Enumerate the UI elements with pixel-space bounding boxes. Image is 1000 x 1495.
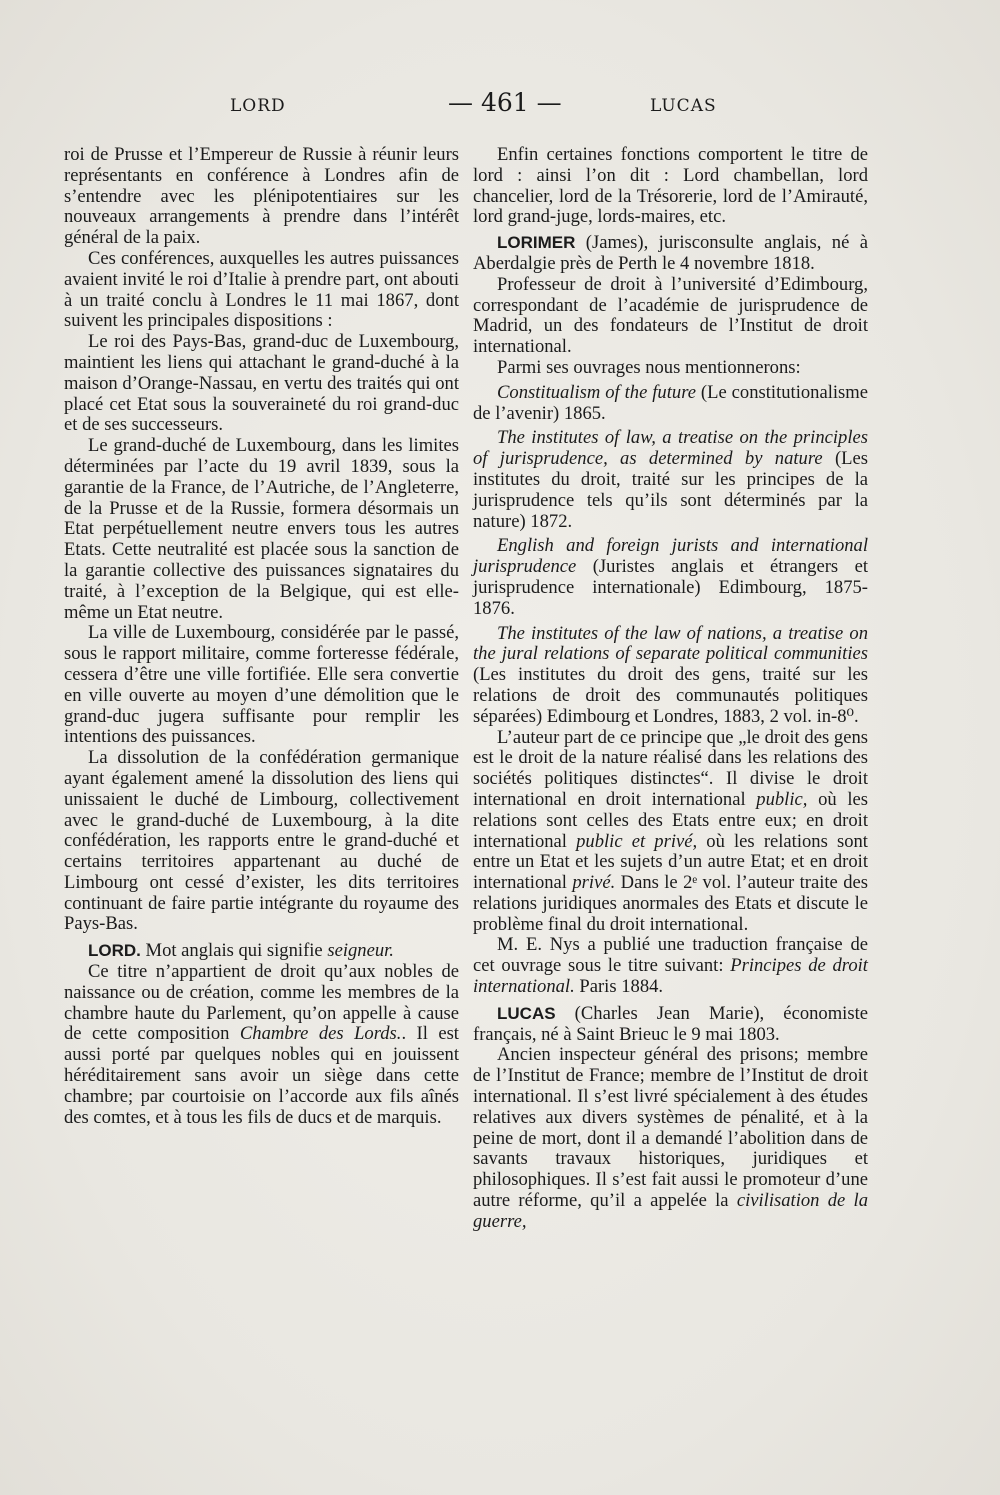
header-right-word: LUCAS [650, 96, 717, 116]
paragraph [64, 962, 459, 1128]
entry-intro: (James), jurisconsulte anglais, né à Aberdalgie près de Perth le 4 novembre 1818. [473, 232, 868, 274]
work-desc: (Juristes anglais et étrangers et jurisprudence internationale) Edimbourg, 1875-1876. [473, 556, 868, 619]
work-title: The institutes of the law of nations, a treatise on the jural relations of separate political communities [473, 622, 868, 665]
italic-run: public et privé, [576, 830, 698, 852]
paragraph: Ces conférences, auxquelles les autres puissances avaient invité le roi d’Italie à prendre part, ont abouti à un traité conclu à Londres le 11 mai 1867, dont suivent les principales dispositions : [64, 247, 459, 332]
work-item [473, 624, 868, 728]
paragraph: Enfin certaines fonctions comportent le titre de lord : ainsi l’on dit : Lord chambellan, lord chancelier, lord de la Trésorerie, lord de l’Amirauté, lord grand-juge, lords-maires, etc. [473, 144, 868, 228]
work-desc: (Les institutes du droit, traité sur les principes de la jurisprudence tels qu’ils sont déterminés par la nature) 1872. [473, 448, 869, 532]
page-number: — 461 — [448, 88, 562, 117]
paragraph: La dissolution de la confédération germanique ayant également amené la dissolution des liens qui unissaient le duché de Limbourg, collectivement avec le grand-duché de Luxembourg, à la dite confédération, les rapports entre le grand-duché et certains territoires appartenant au duché de Limbourg ont cessé d’exister, les dits territoires continuant de faire partie intégrante du royaume des Pays-Bas. [64, 747, 459, 935]
italic-run: Chambre des Lords. [239, 1023, 402, 1045]
work-item [473, 536, 868, 619]
work-item [473, 428, 868, 532]
text-run: Ce titre n’appartient de droit qu’aux nobles de naissance ou de création, comme les membres de la chambre haute du Parlement, qu’on appelle à cause de cette composition [64, 961, 459, 1045]
entry-title: LORIMER [497, 233, 576, 253]
work-title: English and foreign jurists and international jurisprudence [473, 535, 868, 578]
italic-run: public, [756, 788, 808, 810]
work-title: Constitualism of the future [497, 381, 696, 403]
entry-intro: (Charles Jean Marie), économiste français, né à Saint Brieuc le 9 mai 1803. [473, 1002, 868, 1045]
work-desc: (Les institutes du droit des gens, traité sur les relations de droit des communautés politiques séparées) Edimbourg et Londres, 1883, 2 vol. in-8⁰. [473, 664, 868, 727]
paragraph [473, 1045, 868, 1232]
header-left-word: LORD [230, 96, 286, 116]
paragraph: La ville de Luxembourg, considérée par le passé, sous le rapport militaire, comme forteresse fédérale, cessera d’être une ville fortifiée. Elle sera convertie en ville ouverte au moyen d’une démolition que le grand-duc jugera suffisante pour remplir les intentions des puissances. [64, 622, 459, 748]
text-run: Paris 1884. [574, 976, 664, 998]
italic-run: civilisation de la guerre, [473, 1190, 869, 1232]
paragraph: roi de Prusse et l’Empereur de Russie à réunir leurs représentants en conférence à Londres afin de s’entendre avec les plénipotentiaires sur les nouveaux arrangements à prendre dans l’intérêt général de la paix. [64, 144, 459, 249]
entry-title: LORD. [88, 941, 141, 961]
text-run: où les relations sont celles des Etats entre eux; en droit international [473, 788, 868, 852]
running-header [60, 88, 940, 128]
paragraph: Le grand-duché de Luxembourg, dans les limites déterminées par l’acte du 19 avril 1839, sous la garantie de la France, de l’Autriche, de l’Angleterre, de la Prusse et de la Russie, formera désormais un Etat perpétuellement neutre envers tous les autres Etats. Cette neutralité est placée sous la sanction de la garantie collective des puissances signataires du traité, à l’exception de la Belgique, qui est elle-même un Etat neutre. [64, 435, 459, 623]
paragraph [473, 935, 868, 997]
work-item [473, 383, 868, 425]
entry-lord [64, 941, 459, 962]
text-run: . Il est aussi porté par quelques nobles qui en jouissent héréditairement sans avoir un siège dans cette chambre; par courtoisie on l’accorde aux fils aînés des comtes, et à tous les fils de ducs et de marquis. [64, 1023, 459, 1128]
text-run: Dans le 2ᵉ vol. l’auteur traite des relations juridiques anormales des Etats et discute le problème final du droit international. [473, 872, 868, 935]
text-run: Ancien inspecteur général des prisons; membre de l’Institut de France; membre de l’Institut de droit international. Il s’est livré spécialement à des études relatives aux divers systèmes de pénalité, et à la peine de mort, dont il a demandé l’abolition dans de savants travaux historiques, juridiques et philosophiques. Il s’est fait aussi le promoteur d’une autre réforme, qu’il a appelée la [473, 1044, 868, 1212]
text-run: où les relations sont entre un Etat et les sujets d’un autre Etat; et en droit international [473, 830, 868, 894]
paragraph: Professeur de droit à l’université d’Edimbourg, correspondant de l’académie de jurisprudence de Madrid, un des fondateurs de l’Institut de droit international. [473, 273, 868, 358]
entry-definition-italic: seigneur. [327, 940, 394, 962]
left-column [64, 145, 459, 1128]
italic-run: Principes de droit international. [473, 955, 868, 998]
entry-definition: Mot anglais qui signifie [140, 940, 328, 962]
entry-lucas [473, 1004, 868, 1046]
text-run: L’auteur part de ce principe que „le droit des gens est le droit de la nature réalisé dans les relations des sociétés politiques distinctes“. Il divise le droit international en droit international [473, 726, 868, 810]
text-run: M. E. Nys a publié une traduction française de cet ouvrage sous le titre suivant: [473, 934, 868, 977]
paragraph: Parmi ses ouvrages nous mentionnerons: [497, 356, 801, 378]
entry-title: LUCAS [497, 1003, 556, 1023]
paragraph: Le roi des Pays-Bas, grand-duc de Luxembourg, maintient les liens qui attachant le grand-duché à la maison d’Orange-Nassau, en vertu des traités qui ont placé cet Etat sous la souveraineté du roi grand-duc et de ses successeurs. [64, 331, 459, 436]
right-column [473, 145, 868, 1233]
work-title: The institutes of law, a treatise on the principles of jurisprudence, as determined by nature [473, 427, 868, 470]
entry-lorimer [473, 233, 868, 275]
italic-run: privé. [572, 872, 616, 894]
work-desc: (Le constitutionalisme de l’avenir) 1865. [473, 381, 868, 424]
paragraph [473, 728, 868, 936]
